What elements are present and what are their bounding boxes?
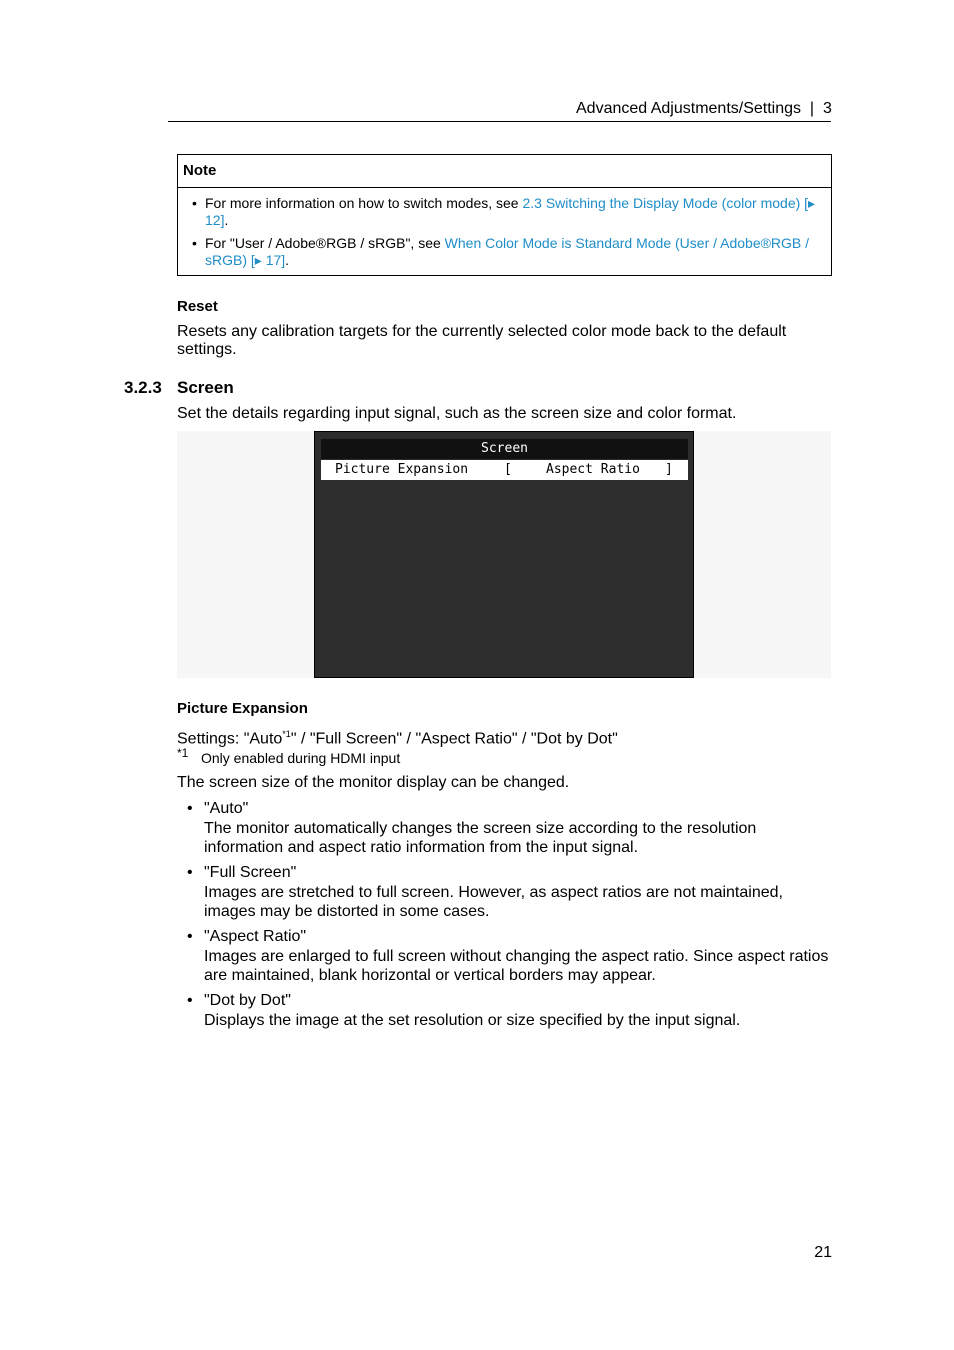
option-description: Displays the image at the set resolution or size specified by the input signal. [204, 1012, 741, 1029]
note-list [192, 195, 824, 275]
note-item [192, 235, 824, 269]
list-item [187, 799, 832, 857]
reset-body: Resets any calibration targets for the currently selected color mode back to the default settings. [177, 323, 787, 358]
link-color-mode-standard[interactable]: When Color Mode is Standard Mode (User / Adobe®RGB / sRGB) [▸ 17] [205, 235, 810, 268]
note-box [177, 154, 832, 276]
note-text: For more information on how to switch modes, see [205, 195, 523, 211]
osd-bracket-open: [ [504, 462, 512, 477]
bullet: • [187, 800, 193, 817]
picture-expansion-heading: Picture Expansion [177, 700, 308, 717]
note-title: Note [183, 162, 217, 179]
section-intro: Set the details regarding input signal, such as the screen size and color format. [177, 405, 737, 422]
osd-row-label: Picture Expansion [335, 462, 469, 477]
note-text-end: . [285, 252, 290, 268]
bullet: • [192, 195, 197, 211]
note-header [178, 155, 831, 188]
settings-line [177, 725, 618, 748]
option-name: "Aspect Ratio" [204, 928, 307, 945]
list-item [187, 863, 832, 921]
option-description: Images are enlarged to full screen without changing the aspect ratio. Since aspect ratios are maintained, blank horizontal or vertical borders may appear. [204, 948, 829, 984]
osd-row-picture-expansion [321, 460, 688, 480]
reset-heading: Reset [177, 298, 218, 315]
summary-text: The screen size of the monitor display can be changed. [177, 774, 570, 791]
bullet: • [192, 235, 197, 251]
running-header: Advanced Adjustments/Settings | 3 [576, 100, 832, 117]
osd-title: Screen [321, 439, 688, 459]
section-number: 3.2.3 [124, 378, 162, 397]
settings-prefix: Settings: "Auto [177, 730, 283, 748]
note-text: For "User / Adobe®RGB / sRGB", see [205, 235, 445, 251]
option-name: "Auto" [204, 800, 249, 817]
osd-screen-menu [314, 431, 694, 678]
bullet: • [187, 928, 193, 945]
section-title: Screen [177, 378, 234, 397]
option-name: "Dot by Dot" [204, 992, 291, 1009]
settings-footnote-ref: *1 [282, 729, 291, 739]
note-item [192, 195, 824, 229]
header-rule [168, 121, 831, 122]
option-description: Images are stretched to full screen. However, as aspect ratios are not maintained, images may be distorted in some cases. [204, 884, 783, 920]
osd-bracket-close: ] [665, 462, 673, 477]
link-switching-display-mode[interactable]: 2.3 Switching the Display Mode (color mode) [▸ 12] [205, 195, 816, 228]
note-text-end: . [224, 212, 229, 228]
bullet: • [187, 864, 193, 881]
bullet: • [187, 992, 193, 1009]
footnote-text: Only enabled during HDMI input [201, 750, 401, 766]
option-name: "Full Screen" [204, 864, 297, 881]
page-number: 21 [814, 1244, 832, 1261]
list-item [187, 991, 832, 1030]
footnote-mark: *1 [177, 746, 189, 760]
settings-suffix: " / "Full Screen" / "Aspect Ratio" / "Dot by Dot" [290, 730, 618, 748]
osd-row-value: Aspect Ratio [546, 462, 640, 477]
options-list [187, 799, 832, 1036]
list-item [187, 927, 832, 985]
option-description: The monitor automatically changes the screen size according to the resolution information and aspect ratio information from the input signal. [204, 820, 757, 856]
